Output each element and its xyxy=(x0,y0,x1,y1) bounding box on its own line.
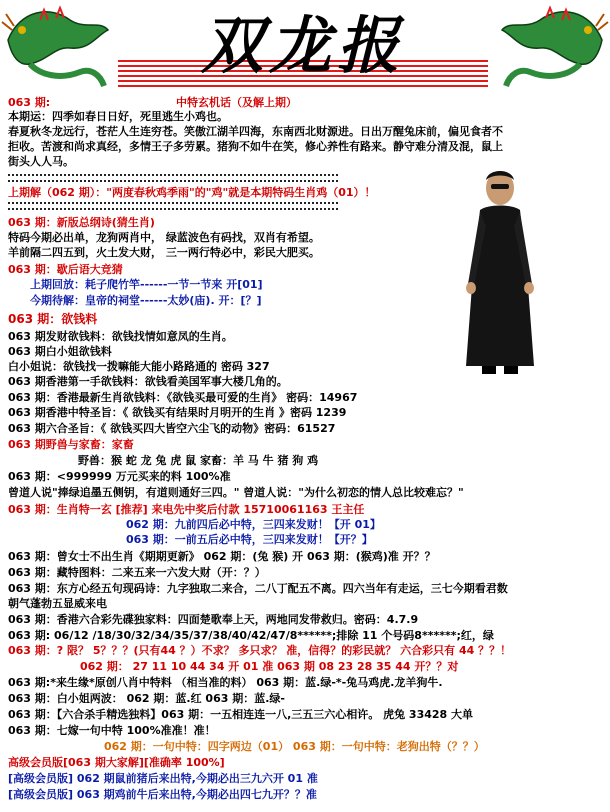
text-line: 街头人人马。 xyxy=(8,155,74,168)
text-line: 063 期：欲钱料 xyxy=(8,312,98,326)
text-line: 063 期发财欲钱料：欲钱找情如意凤的生肖。 xyxy=(8,330,233,343)
dragon-left-image xyxy=(0,0,112,92)
divider xyxy=(8,208,338,210)
text-line: 063 期：东方心经五句现码诗：九字独取二来合，二八丁配五不离。四六当年有走运，三七今期看君数 xyxy=(8,582,508,595)
text-line: 063 期：曾女士不出生肖《期期更新》 062 期：(兔 猴) 开 063 期：(猴鸡)准 开？？ xyxy=(8,550,436,563)
text-line: 羊前隔二四五到，火土发大财， 三一两行特必中，彩民大肥买。 xyxy=(8,246,320,259)
text-line: 063 期：? 限？ 5？？？(只有44 ？）不求？ 多只求？ 准，信得？的彩民就？ 六合彩只有 44 ？？！ xyxy=(8,644,512,657)
text-line: 063 期：香港最新生肖欲钱料：《欲钱买最可爱的生肖》 密码：14967 xyxy=(8,391,358,404)
text-line: 063 期：香港六合彩先碟独家料：四面楚歌奉上天，两地同发带救归。密码：4.7.9 xyxy=(8,613,419,626)
text-line: 062 期：九前四后必中特，三四来发财！【开 01】 xyxy=(126,518,381,531)
text-line: 063 期：【六合杀手精选独料】063 期：一五相连连一八,三五三六心相许。 虎兔 33428 大单 xyxy=(8,708,474,721)
text-line: 063 期:*来生缘*原创八肖中特料 （相当准的料） 063 期：蓝.绿-*-兔马鸡虎.龙羊狗牛. xyxy=(8,676,443,689)
text-line: 063 期香港第一手欲钱料：欲钱看美国军事大楼几角的。 xyxy=(8,375,288,388)
text-line: 朝气蓬勃五显威来电 xyxy=(8,597,107,610)
text-line: 063 期野兽与家畜：家畜 xyxy=(8,438,134,451)
text-line: 特码今期必出单，龙狗两肖中， 绿蓝波色有码找，双肖有希望。 xyxy=(8,231,320,244)
text-line: 本期运：四季如春日日好，死里逃生小鸡也。 xyxy=(8,110,228,123)
text-line: 062 期： 27 11 10 44 34 开 01 准 063 期 08 23 28 35 44 开？？对 xyxy=(80,660,459,673)
text-line: 063 期：<999999 万元买来的料 100%准 xyxy=(8,470,231,483)
text-line: [高级会员版] 063 期鸡前牛后来出特,今期必出四七九开？？准 xyxy=(8,788,317,801)
masthead xyxy=(118,4,488,90)
text-line: 拒收。苦渡和尚求真经，多情王子多劳累。猪狗不如牛在笑，修心养性有路来。静守难分清及混，鼠上 xyxy=(8,140,503,153)
text-line: 063 期香港中特圣旨：《 欲钱买有结果时月明开的生肖 》密码 1239 xyxy=(8,406,347,419)
text-line: 上期解（062 期）："两度春秋鸡季雨"的"鸡"就是本期特码生肖鸡（01）！ xyxy=(8,186,376,199)
divider xyxy=(8,174,338,176)
man-figure-image xyxy=(458,166,542,378)
text-line: 063 期：白小姐两波： 062 期：蓝.红 063 期：蓝.绿- xyxy=(8,692,285,705)
text-line: 春夏秋冬龙远行，苍茫人生连穷苍。笑傲江湖羊四海，东南西北财源进。日出万醒兔床前，偏见食者不 xyxy=(8,125,503,138)
text-line: 063 期：藏特图料：二来五来一六发大财（开：？） xyxy=(8,566,266,579)
text-line: 063 期白小姐欲钱料 xyxy=(8,345,112,358)
divider xyxy=(8,180,338,182)
page-title: 双龙报 xyxy=(200,9,405,82)
text-line: 063 期：生肖特一玄 [推荐] 来电先中奖后付款 15710061163 王主任 xyxy=(8,503,365,516)
text-line: 上期回放：耗子爬竹竿------一节一节来 开[01] xyxy=(30,278,263,291)
divider xyxy=(8,202,338,204)
text-line: 063 期：新版总纲诗(猜生肖) xyxy=(8,216,155,229)
text-line: 野兽：猴 蛇 龙 兔 虎 鼠 家畜：羊 马 牛 猪 狗 鸡 xyxy=(78,454,319,467)
text-line: 063 期: 中特玄机话（及解上期） xyxy=(8,96,297,109)
text-line: 白小姐说：欲钱找一拨嘛能大能小路路通的 密码 327 xyxy=(8,360,270,373)
text-line: 062 期：一句中特：四字两边（01） 063 期：一句中特：老狗出特（？？） xyxy=(104,740,485,753)
dragon-right-image xyxy=(498,0,610,92)
text-line: 063 期六合圣旨：《 欲钱买四大皆空六尘飞的动物》密码：61527 xyxy=(8,422,336,435)
text-line: 高级会员版[063 期大家解][准确率 100%] xyxy=(8,756,225,769)
text-line: 063 期: 06/12 /18/30/32/34/35/37/38/40/42/47/8******;排除 11 个号码8******;红，绿 xyxy=(8,629,494,642)
text-line: 曾道人说"捧绿追墨五侧钥，有道则通好三四。" 曾道人说："为什么初恋的情人总比较难忘？" xyxy=(8,486,464,499)
text-line: [高级会员版] 062 期鼠前猪后来出特,今期必出三九六开 01 准 xyxy=(8,772,318,785)
text-line: 063 期：一前五后必中特，三四来发财！【开？】 xyxy=(126,533,373,546)
text-line: 063 期：七嫁一句中特 100%准准！准！ xyxy=(8,724,216,737)
text-line: 今期待解：皇帝的祠堂------太妙(庙). 开：[？] xyxy=(30,294,262,307)
text-line: 063 期：歇后语大竞猜 xyxy=(8,263,123,276)
